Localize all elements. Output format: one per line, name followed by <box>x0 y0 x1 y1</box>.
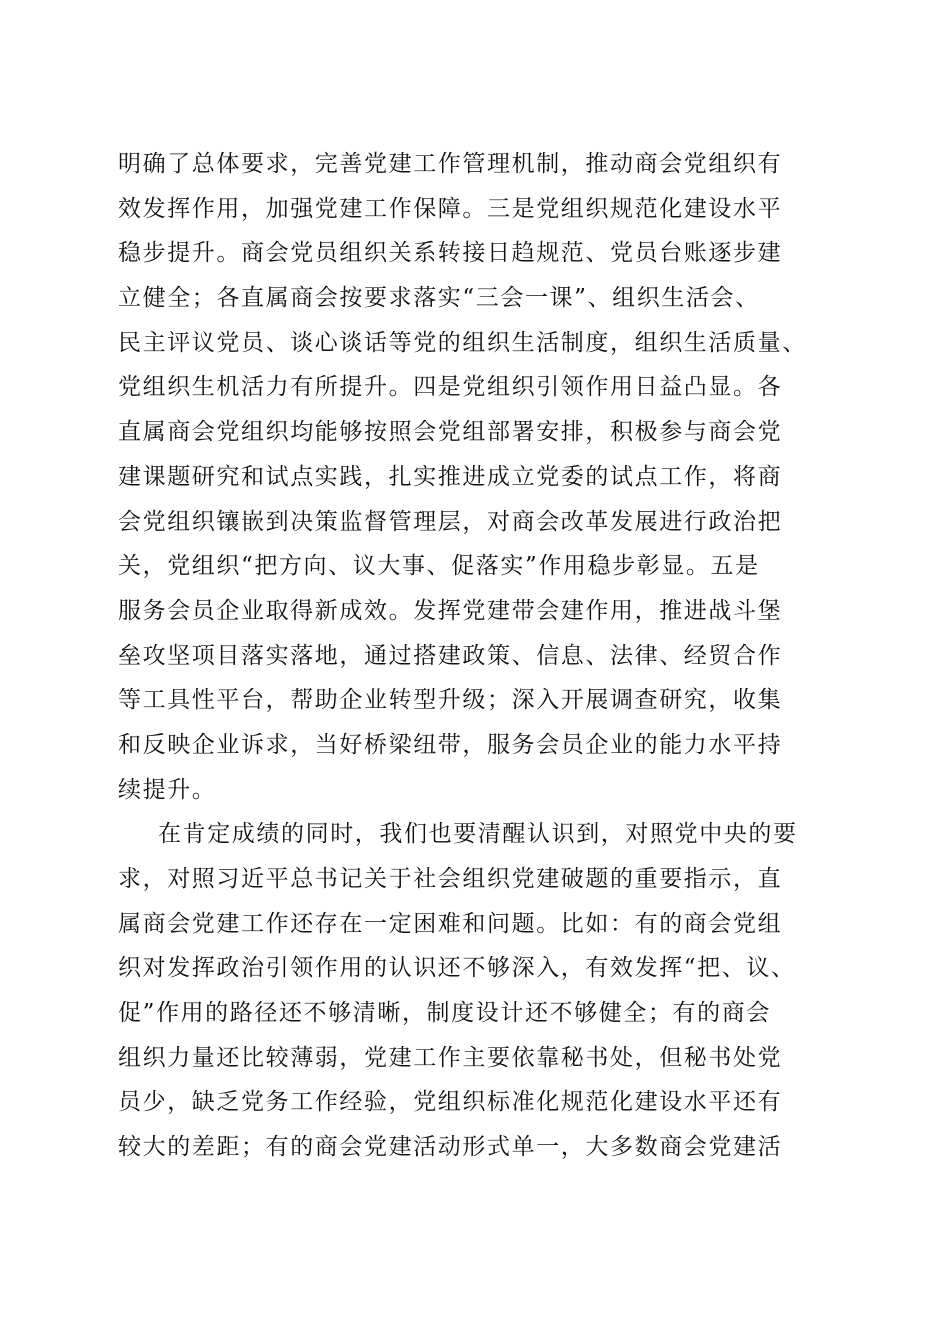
text-line: 服务会员企业取得新成效。发挥党建带会建作用，推进战斗堡 <box>118 597 783 624</box>
text-line: 立健全；各直属商会按要求落实“三会一课”、组织生活会、 <box>118 285 760 312</box>
text-line: 民主评议党员、谈心谈话等党的组织生活制度，组织生活质量、 <box>118 329 807 356</box>
text-line: 组织力量还比较薄弱，党建工作主要依靠秘书处，但秘书处党 <box>118 1044 783 1071</box>
text-line: 垒攻坚项目落实落地，通过搭建政策、信息、法律、经贸合作 <box>118 642 783 669</box>
document-body <box>118 142 838 1170</box>
text-line: 等工具性平台，帮助企业转型升级；深入开展调查研究，收集 <box>118 687 783 714</box>
text-line: 建课题研究和试点实践，扎实推进成立党委的试点工作，将商 <box>118 463 783 490</box>
text-line: 关，党组织“把方向、议大事、促落实”作用稳步彰显。五是 <box>118 553 760 580</box>
paragraph-2 <box>118 812 838 1170</box>
text-line: 织对发挥政治引领作用的认识还不够深入，有效发挥“把、议、 <box>118 955 796 982</box>
text-line: 党组织生机活力有所提升。四是党组织引领作用日益凸显。各 <box>118 374 783 401</box>
text-line: 促”作用的路径还不够清晰，制度设计还不够健全；有的商会 <box>118 1000 771 1027</box>
text-line: 属商会党建工作还存在一定困难和问题。比如：有的商会党组 <box>118 910 783 937</box>
text-line: 效发挥作用，加强党建工作保障。三是党组织规范化建设水平 <box>118 195 783 222</box>
text-line: 员少，缺乏党务工作经验，党组织标准化规范化建设水平还有 <box>118 1089 783 1116</box>
text-line: 在肯定成绩的同时，我们也要清醒认识到，对照党中央的要 <box>158 821 798 848</box>
text-line: 较大的差距；有的商会党建活动形式单一，大多数商会党建活 <box>118 1134 783 1161</box>
paragraph-1 <box>118 142 838 812</box>
text-line: 直属商会党组织均能够按照会党组部署安排，积极参与商会党 <box>118 419 783 446</box>
text-line: 会党组织镶嵌到决策监督管理层，对商会改革发展进行政治把 <box>118 508 783 535</box>
text-line: 求，对照习近平总书记关于社会组织党建破题的重要指示，直 <box>118 866 783 892</box>
text-line: 明确了总体要求，完善党建工作管理机制，推动商会党组织有 <box>118 151 783 177</box>
text-line: 和反映企业诉求，当好桥梁纽带，服务会员企业的能力水平持 <box>118 731 783 758</box>
text-line: 稳步提升。商会党员组织关系转接日趋规范、党员台账逐步建 <box>118 240 783 267</box>
text-line: 续提升。 <box>118 776 217 803</box>
